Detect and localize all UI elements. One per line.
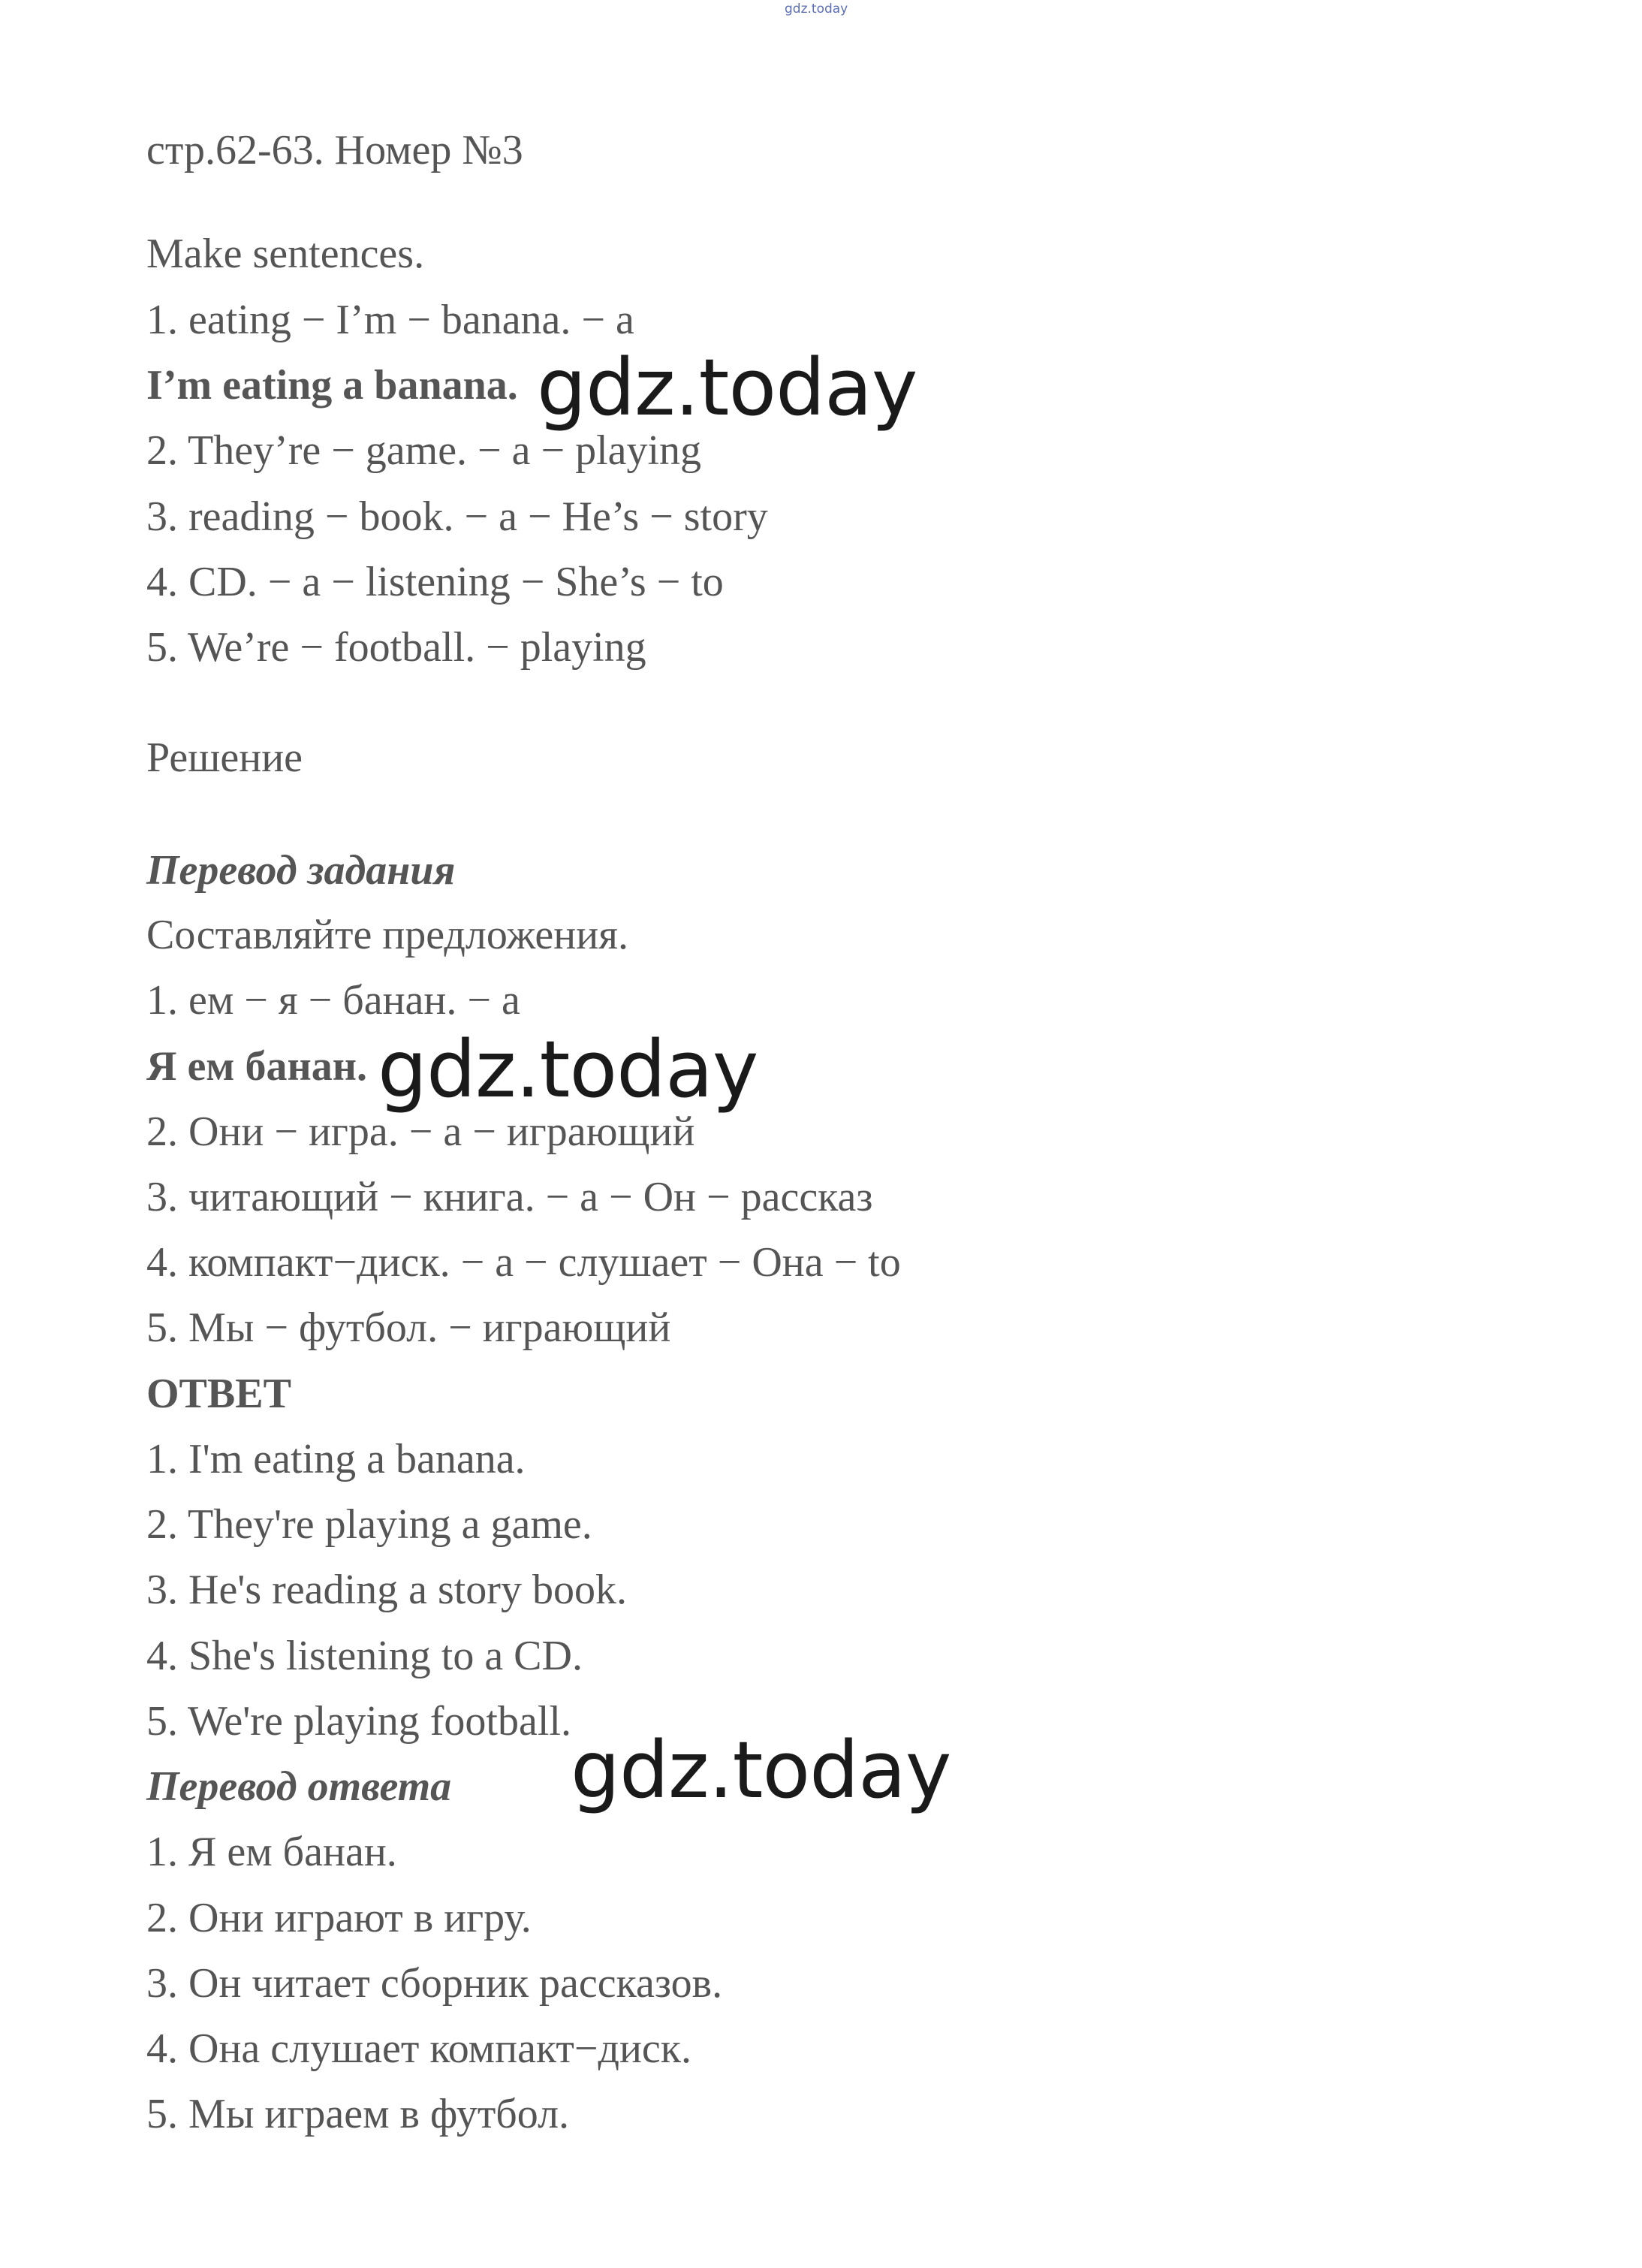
- answer-translation-title: Перевод ответа: [146, 1763, 452, 1810]
- answer-translation-item-2: 2. Они играют в игру.: [146, 1895, 532, 1941]
- page-heading: стр.62-63. Номер №3: [146, 127, 523, 173]
- answer-item-5: 5. We're playing football.: [146, 1698, 571, 1745]
- translation-intro: Составляйте предложения.: [146, 912, 628, 958]
- answer-item-2: 2. They're playing a game.: [146, 1501, 592, 1548]
- translation-item-4: 4. компакт−диск. − а − слушает − Она − to: [146, 1239, 901, 1286]
- task-item-3: 3. reading − book. − a − He’s − story: [146, 493, 768, 540]
- answer-item-1: 1. I'm eating a banana.: [146, 1436, 526, 1482]
- solution-label: Решение: [146, 734, 303, 781]
- task-example-answer: I’m eating a banana.: [146, 362, 518, 409]
- answer-item-4: 4. She's listening to a CD.: [146, 1633, 583, 1679]
- translation-title: Перевод задания: [146, 847, 456, 894]
- translation-example-answer: Я ем банан.: [146, 1043, 367, 1090]
- top-watermark: gdz.today: [785, 2, 848, 17]
- task-item-4: 4. CD. − a − listening − She’s − to: [146, 559, 724, 605]
- task-item-5: 5. We’re − football. − playing: [146, 624, 646, 671]
- answer-translation-item-3: 3. Он читает сборник рассказов.: [146, 1960, 723, 2007]
- watermark-3: gdz.today: [571, 1724, 951, 1816]
- task-title: Make sentences.: [146, 231, 425, 277]
- watermark-2: gdz.today: [378, 1024, 758, 1115]
- task-item-1: 1. eating − I’m − banana. − a: [146, 297, 634, 343]
- answer-translation-item-4: 4. Она слушает компакт−диск.: [146, 2025, 691, 2072]
- watermark-1: gdz.today: [537, 342, 917, 433]
- translation-item-2: 2. Они − игра. − а − играющий: [146, 1108, 695, 1155]
- answer-title: ОТВЕТ: [146, 1371, 291, 1417]
- translation-item-5: 5. Мы − футбол. − играющий: [146, 1304, 671, 1351]
- task-item-2: 2. They’re − game. − a − playing: [146, 427, 702, 474]
- translation-item-3: 3. читающий − книга. − а − Он − рассказ: [146, 1174, 873, 1220]
- answer-translation-item-1: 1. Я ем банан.: [146, 1829, 397, 1875]
- answer-translation-item-5: 5. Мы играем в футбол.: [146, 2091, 570, 2137]
- translation-item-1: 1. ем − я − банан. − а: [146, 977, 520, 1024]
- answer-item-3: 3. He's reading a story book.: [146, 1567, 627, 1613]
